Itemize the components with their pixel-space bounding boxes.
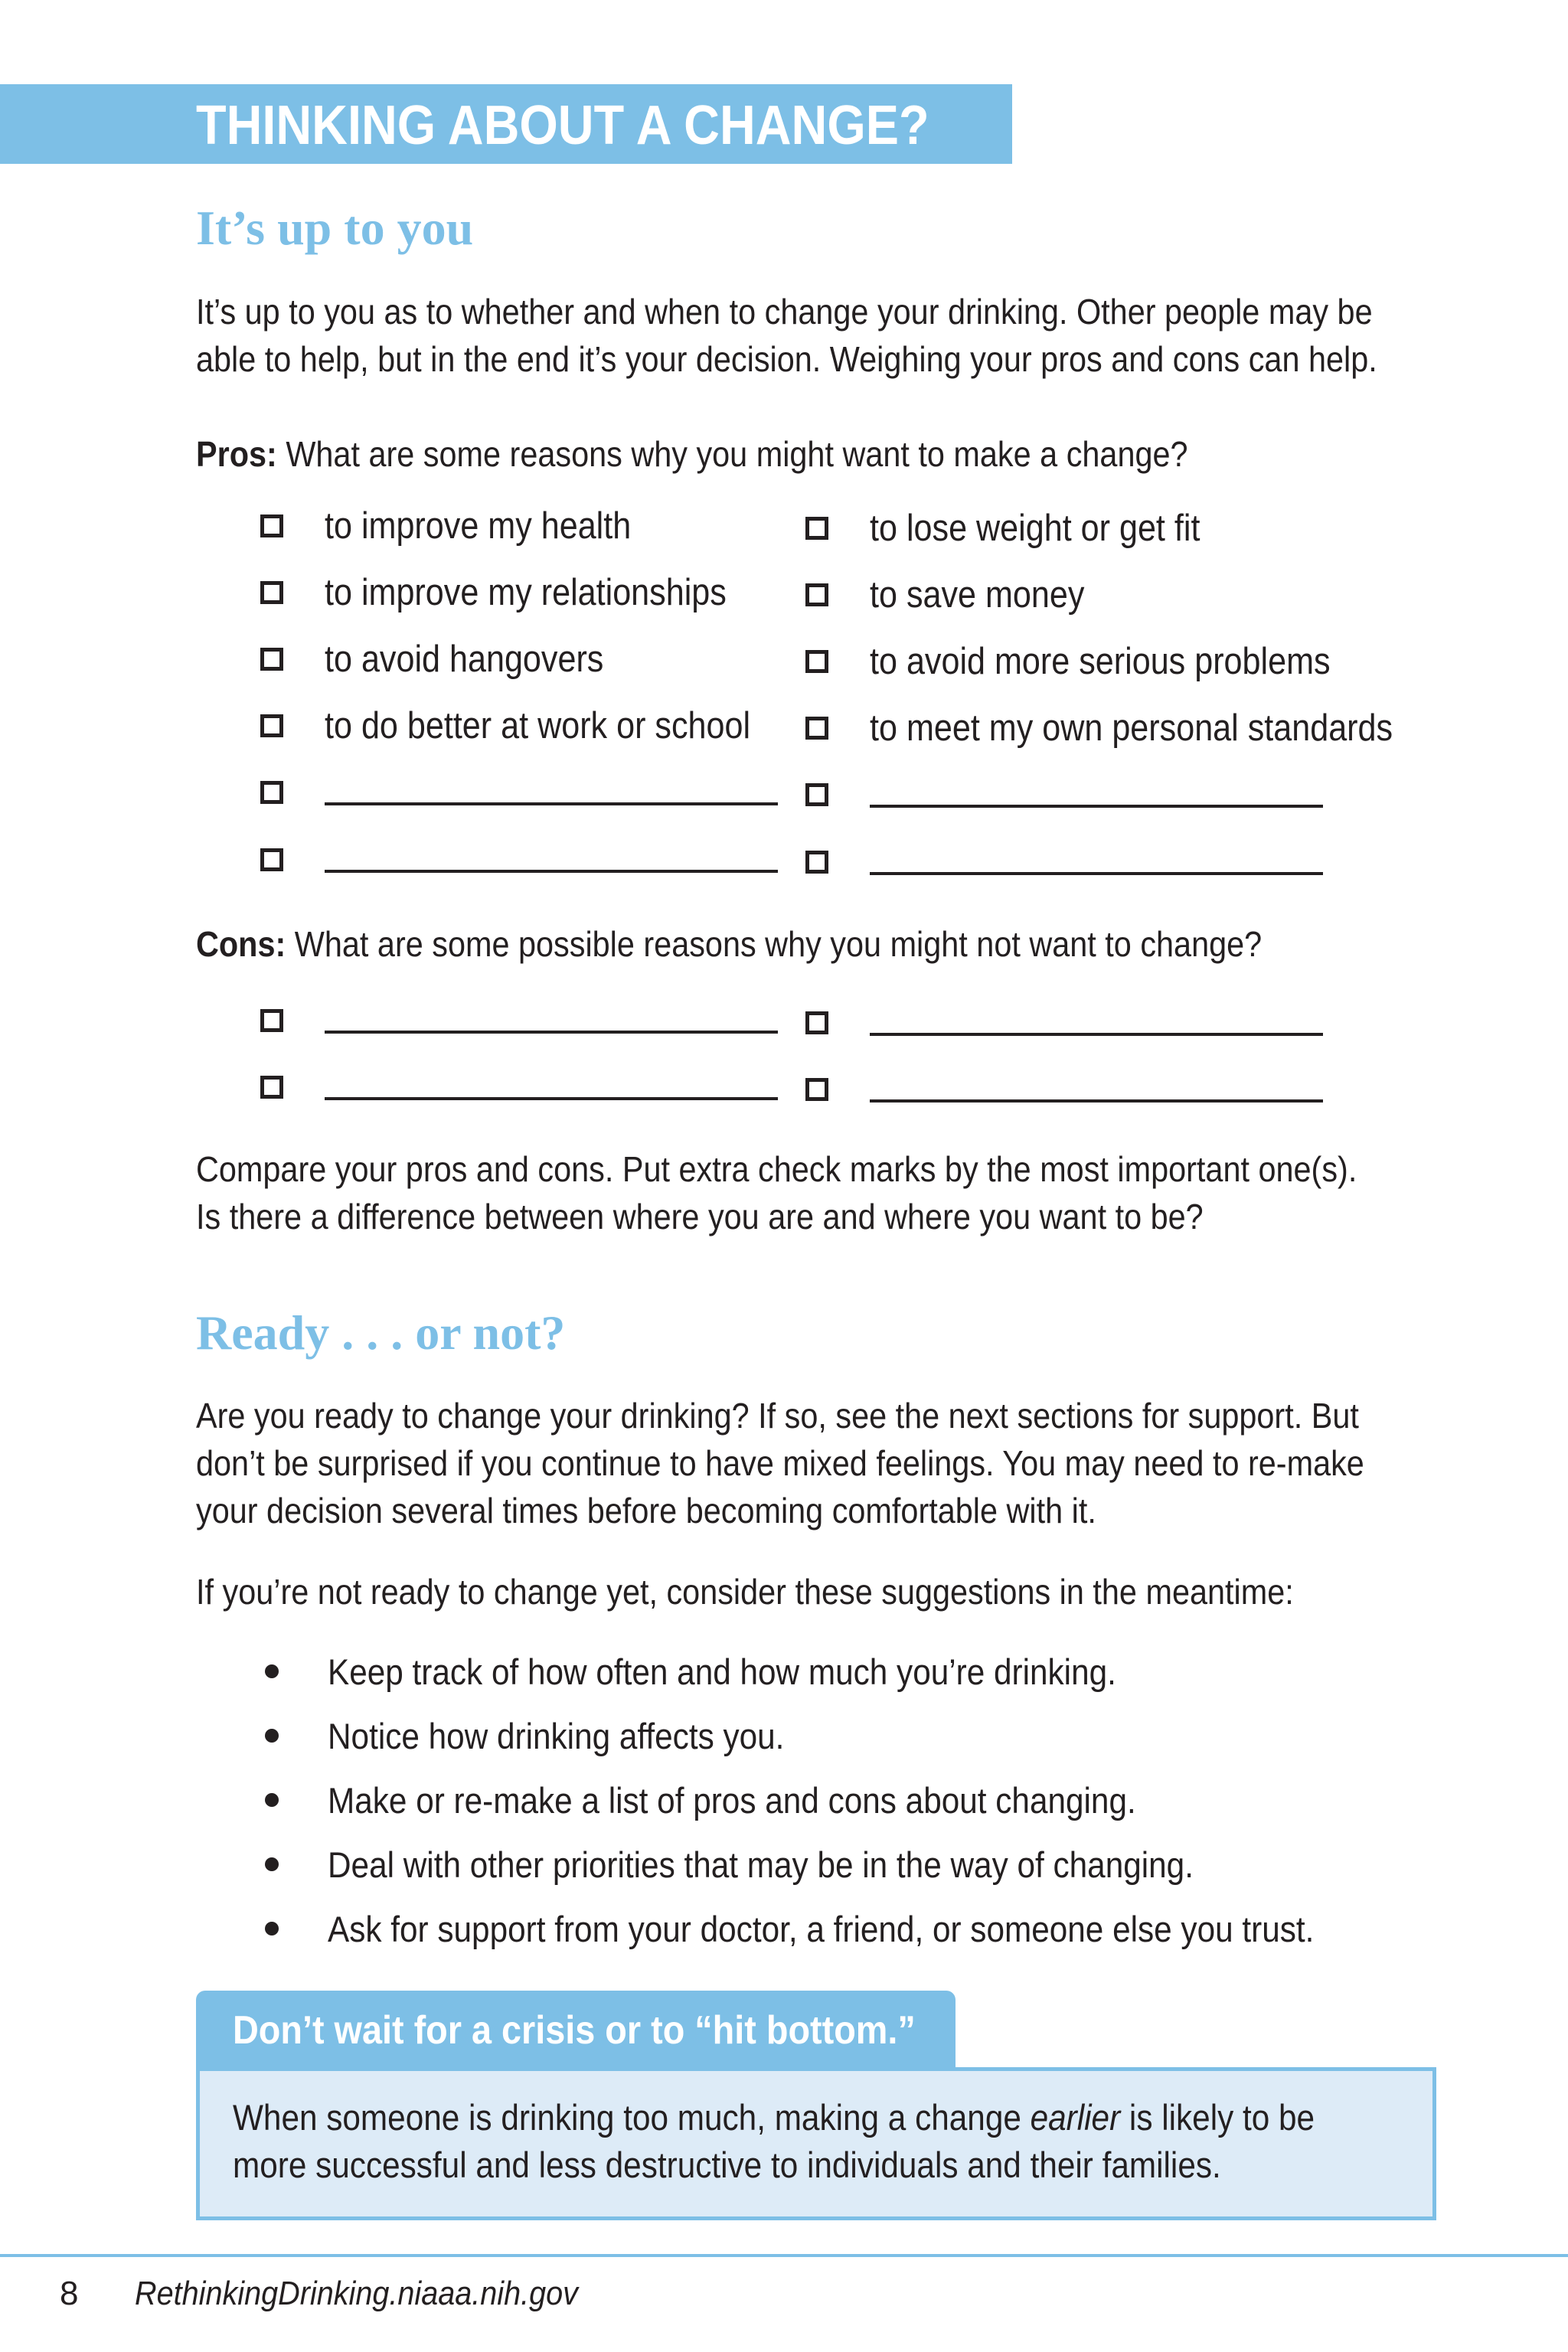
intro-line: It’s up to you as to whether and when to change your drinking. Other people may be (196, 292, 1373, 332)
write-in-line[interactable] (870, 1033, 1323, 1036)
ready-line: don’t be surprised if you continue to have mixed feelings. You may need to re-make (196, 1443, 1364, 1483)
intro-line: able to help, but in the end it’s your decision. Weighing your pros and cons can help. (196, 339, 1377, 379)
bullet (265, 1729, 279, 1743)
write-in-line[interactable] (325, 1031, 778, 1034)
compare-line: Compare your pros and cons. Put extra check marks by the most important one(s). (196, 1149, 1357, 1189)
cons-question: What are some possible reasons why you might not want to change? (286, 924, 1263, 964)
ready-paragraph (196, 1392, 1436, 1534)
bullet (265, 1857, 279, 1871)
checkbox[interactable] (260, 1009, 283, 1032)
list-item: Ask for support from your doctor, a friend, or someone else you trust. (328, 1909, 1315, 1949)
checkbox[interactable] (260, 514, 283, 537)
not-ready-line: If you’re not ready to change yet, consider these suggestions in the meantime: (196, 1572, 1294, 1612)
checkbox[interactable] (260, 714, 283, 737)
callout-title: Don’t wait for a crisis or to “hit bottom.” (233, 2008, 916, 2053)
pros-question: What are some reasons why you might want to make a change? (276, 434, 1188, 474)
checkbox[interactable] (805, 717, 828, 740)
checkbox[interactable] (260, 781, 283, 804)
write-in-line[interactable] (325, 1097, 778, 1100)
write-in-line[interactable] (325, 802, 778, 805)
pros-option: to improve my health (325, 505, 632, 547)
checkbox[interactable] (260, 581, 283, 604)
cons-label: Cons: (196, 924, 286, 964)
callout-line: more successful and less destructive to individuals and their families. (233, 2145, 1221, 2185)
section-heading-ready-or-not: Ready . . . or not? (196, 1305, 566, 1360)
write-in-line[interactable] (325, 870, 778, 873)
list-item: Deal with other priorities that may be in the way of changing. (328, 1844, 1194, 1885)
ready-line: Are you ready to change your drinking? If so, see the next sections for support. But (196, 1396, 1359, 1436)
pros-option: to improve my relationships (325, 572, 727, 613)
footer-rule (0, 2254, 1568, 2257)
checkbox[interactable] (805, 1011, 828, 1034)
list-item: Keep track of how often and how much you’re drinking. (328, 1651, 1116, 1692)
bullet (265, 1922, 279, 1936)
compare-line: Is there a difference between where you are and where you want to be? (196, 1197, 1204, 1236)
compare-paragraph (196, 1145, 1436, 1240)
checkbox[interactable] (805, 650, 828, 673)
callout-line: When someone is drinking too much, making a change earlier is likely to be (233, 2097, 1315, 2138)
checkbox[interactable] (805, 583, 828, 606)
checkbox[interactable] (260, 848, 283, 871)
bullet (265, 1664, 279, 1678)
checkbox[interactable] (260, 1076, 283, 1099)
footer-url[interactable]: RethinkingDrinking.niaaa.nih.gov (135, 2275, 578, 2312)
pros-option: to do better at work or school (325, 705, 751, 746)
checkbox[interactable] (805, 851, 828, 874)
pros-option: to meet my own personal standards (870, 707, 1393, 749)
pros-prompt (196, 430, 1436, 478)
checkbox[interactable] (805, 783, 828, 806)
write-in-line[interactable] (870, 872, 1323, 875)
write-in-line[interactable] (870, 805, 1323, 808)
emphasis-earlier: earlier (1030, 2097, 1121, 2138)
ready-line: your decision several times before becoming comfortable with it. (196, 1491, 1096, 1530)
pros-label: Pros: (196, 434, 277, 474)
page-title: THINKING ABOUT A CHANGE? (196, 95, 929, 156)
page-number: 8 (60, 2275, 79, 2312)
pros-option: to avoid more serious problems (870, 641, 1331, 682)
write-in-line[interactable] (870, 1099, 1323, 1102)
intro-paragraph (196, 288, 1436, 383)
list-item: Make or re-make a list of pros and cons about changing. (328, 1780, 1136, 1821)
section-heading-its-up-to-you: It’s up to you (196, 201, 474, 255)
bullet (265, 1793, 279, 1807)
pros-option: to save money (870, 574, 1085, 616)
pros-option: to lose weight or get fit (870, 508, 1200, 549)
list-item: Notice how drinking affects you. (328, 1716, 785, 1756)
checkbox[interactable] (805, 1078, 828, 1101)
callout-body (233, 2094, 1435, 2189)
not-ready-paragraph (196, 1568, 1436, 1615)
checkbox[interactable] (260, 648, 283, 671)
checkbox[interactable] (805, 517, 828, 540)
cons-prompt (196, 920, 1436, 968)
pros-option: to avoid hangovers (325, 639, 604, 680)
